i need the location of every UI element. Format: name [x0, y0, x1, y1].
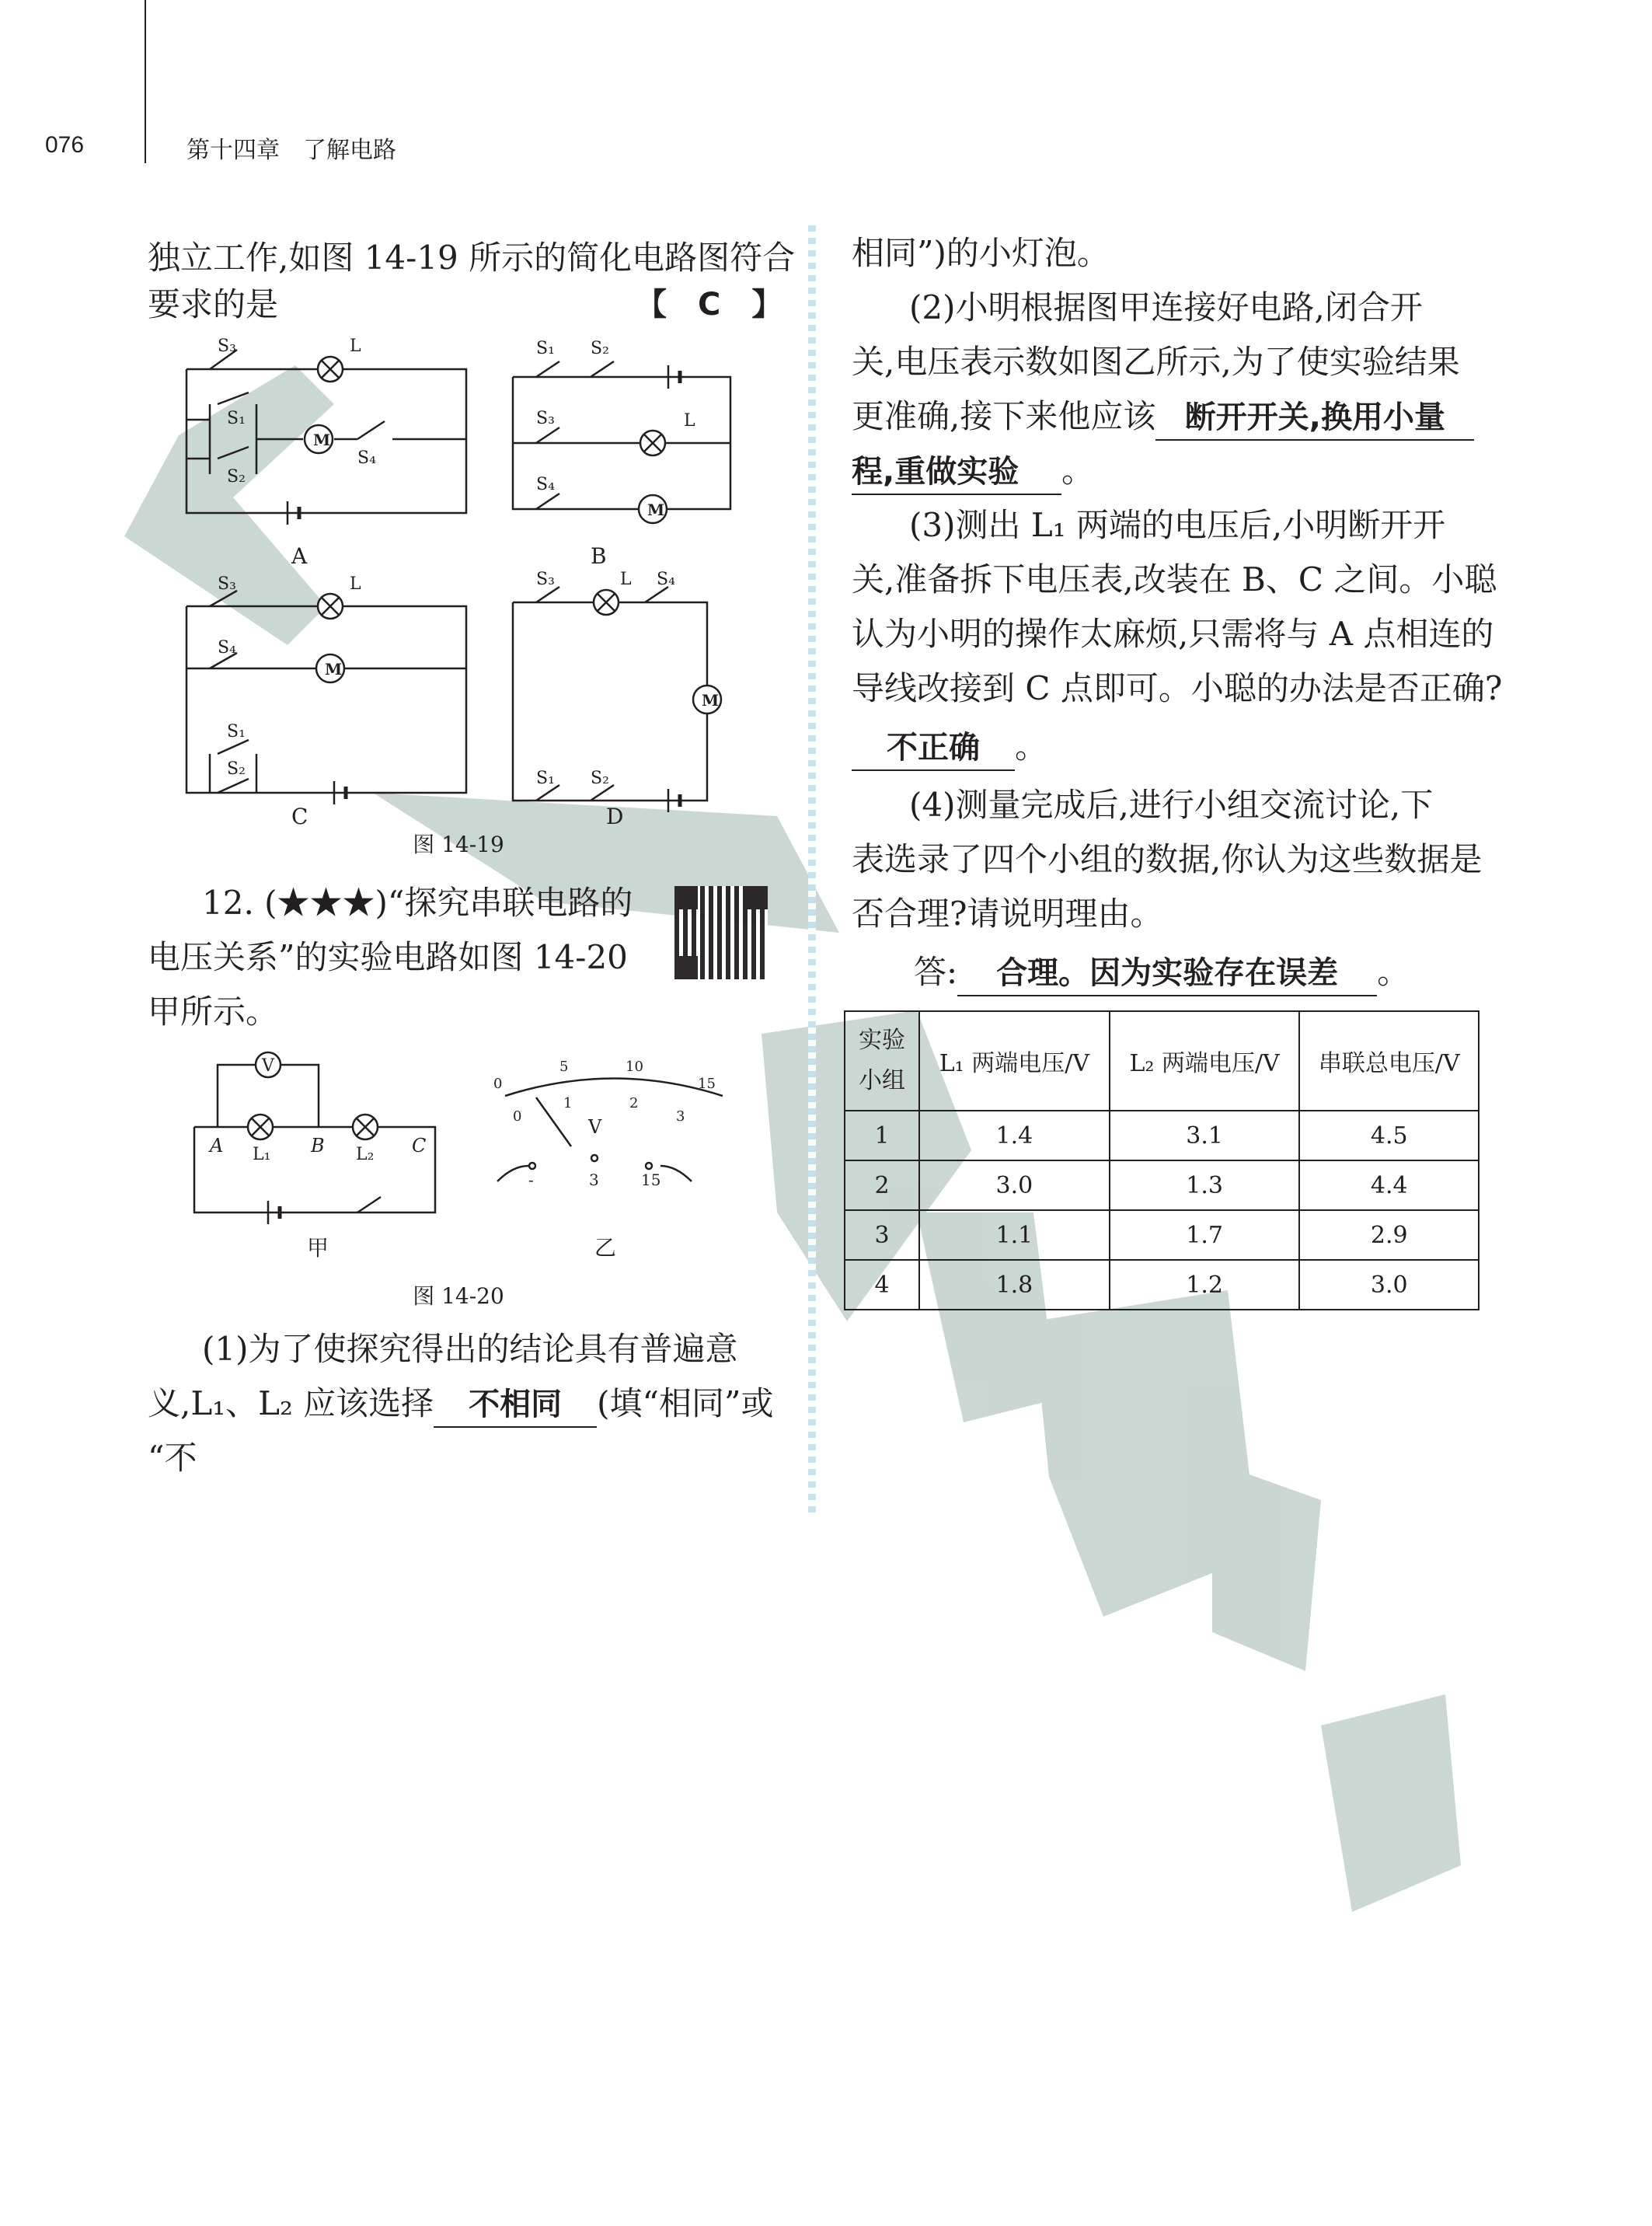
q4-line2: 表选录了四个小组的数据,你认为这些数据是 — [852, 840, 1483, 878]
label-d-motor: M — [702, 691, 720, 710]
header-rule — [145, 0, 146, 163]
label-b-l: L — [684, 411, 695, 431]
th-l1: L₁ 两端电压/V — [919, 1011, 1110, 1111]
cell: 2 — [845, 1160, 919, 1210]
cell: 3.0 — [1299, 1260, 1479, 1310]
label-b-s4: S₄ — [536, 475, 555, 494]
q12-line1: 12. (★★★)“探究串联电路的 — [202, 884, 633, 922]
q4-line3: 否合理?请说明理由。 — [852, 895, 1163, 933]
r-line1: 相同”)的小灯泡。 — [852, 234, 1110, 272]
table-row — [845, 1210, 1479, 1260]
q1-line1: (1)为了使探究得出的结论具有普遍意 — [202, 1330, 738, 1368]
q1-line2 — [148, 1376, 774, 1432]
label-d-s1: S₁ — [536, 769, 555, 788]
label-l1: L₁ — [253, 1145, 271, 1164]
q2-line1: (2)小明根据图甲连接好电路,闭合开 — [909, 288, 1423, 326]
page-number: 076 — [45, 132, 85, 158]
q4-end: 。 — [1377, 953, 1410, 991]
label-b-s3: S₃ — [536, 409, 555, 428]
label-b-s2: S₂ — [591, 339, 609, 358]
q12-line2: 电压关系”的实验电路如图 14-20 — [148, 938, 628, 976]
voltage-table — [844, 1010, 1479, 1310]
q11-line2: 要求的是 — [148, 285, 279, 323]
q2-answer-b: 程,重做实验 — [852, 450, 1061, 495]
label-point-a: A — [210, 1135, 224, 1157]
table-row — [845, 1260, 1479, 1310]
q3-line3: 认为小明的操作太麻烦,只需将与 A 点相连的 — [852, 615, 1494, 653]
label-d-s4: S₄ — [657, 570, 675, 589]
q3-answer: 不正确 — [852, 726, 1015, 771]
label-s2: S₂ — [227, 467, 246, 487]
label-c-s2: S₂ — [227, 759, 246, 779]
label-s1: S₁ — [227, 409, 246, 428]
cell: 2.9 — [1299, 1210, 1479, 1260]
q3-answer-line — [852, 719, 1047, 775]
label-point-b: B — [311, 1135, 325, 1157]
cell: 4.4 — [1299, 1160, 1479, 1210]
meter-top-0: 0 — [493, 1076, 503, 1092]
q3-end: 。 — [1015, 727, 1048, 766]
meter-bottom-0: 0 — [513, 1108, 522, 1125]
cell: 3.0 — [919, 1160, 1110, 1210]
q2-line4 — [852, 443, 1094, 499]
circuit-label-c: C — [291, 804, 308, 829]
meter-top-15: 15 — [698, 1076, 716, 1092]
q3-line2: 关,准备拆下电压表,改装在 B、C 之间。小聪 — [852, 560, 1497, 598]
meter-top-10: 10 — [626, 1059, 643, 1075]
circuit-label-a: A — [291, 543, 308, 569]
q12-line3: 甲所示。 — [148, 993, 279, 1031]
cell: 1.2 — [1110, 1260, 1300, 1310]
th-group: 实验 小组 — [845, 1011, 919, 1111]
label-s3: S₃ — [218, 337, 236, 356]
fig20-label-yi: 乙 — [594, 1235, 617, 1261]
cell: 1.7 — [1110, 1210, 1300, 1260]
label-c-l: L — [350, 574, 361, 594]
th-l2: L₂ 两端电压/V — [1110, 1011, 1300, 1111]
label-b-motor: M — [647, 501, 665, 519]
column-divider — [808, 225, 816, 1516]
q4-prefix: 答: — [914, 953, 958, 991]
q3-line1: (3)测出 L₁ 两端的电压后,小明断开开 — [909, 506, 1446, 544]
cell: 1.4 — [919, 1111, 1110, 1160]
cell: 1.3 — [1110, 1160, 1300, 1210]
meter-bottom-3: 3 — [676, 1108, 685, 1125]
q1-line3: “不 — [148, 1439, 197, 1477]
fig19-caption: 图 14-19 — [413, 832, 504, 857]
q2-line2: 关,电压表示数如图乙所示,为了使实验结果 — [852, 343, 1460, 381]
label-motor-a: M — [313, 431, 331, 449]
label-volt: V — [262, 1056, 274, 1076]
voltmeter-yi — [497, 1079, 723, 1182]
circuit-label-b: B — [591, 543, 607, 569]
label-c-motor: M — [325, 660, 343, 679]
cell: 1 — [845, 1111, 919, 1160]
q2-end: 。 — [1061, 452, 1095, 490]
label-d-s3: S₃ — [536, 570, 555, 589]
label-s4: S₄ — [357, 448, 376, 468]
q2-line3-pre: 更准确,接下来他应该 — [852, 397, 1156, 435]
q1-line2-pre: 义,L₁、L₂ 应该选择 — [148, 1384, 434, 1422]
qr-code[interactable] — [674, 886, 768, 979]
cell: 3 — [845, 1210, 919, 1260]
label-c-s1: S₁ — [227, 722, 246, 741]
q1-line2-post: (填“相同”或 — [597, 1384, 774, 1422]
q2-answer-a: 断开开关,换用小量 — [1155, 396, 1474, 441]
th-total: 串联总电压/V — [1299, 1011, 1479, 1111]
fig20-label-jia: 甲 — [307, 1235, 329, 1261]
cell: 3.1 — [1110, 1111, 1300, 1160]
q4-answer: 合理。因为实验存在误差 — [957, 951, 1377, 996]
table-row — [845, 1111, 1479, 1160]
label-b-s1: S₁ — [536, 339, 555, 358]
circuit-label-d: D — [606, 804, 624, 829]
q11-line1: 独立工作,如图 14-19 所示的简化电路图符合 — [148, 239, 796, 277]
meter-bottom-1: 1 — [563, 1095, 573, 1111]
fig20-caption: 图 14-20 — [413, 1283, 504, 1309]
label-c-s4: S₄ — [218, 638, 236, 658]
meter-minus: - — [528, 1171, 534, 1189]
meter-unit: V — [588, 1116, 602, 1138]
meter-top-5: 5 — [559, 1059, 569, 1075]
circuit-b — [513, 361, 730, 523]
cell: 4 — [845, 1260, 919, 1310]
cell: 4.5 — [1299, 1111, 1479, 1160]
cell: 1.1 — [919, 1210, 1110, 1260]
label-l2: L₂ — [356, 1145, 375, 1164]
q4-answer-line — [914, 944, 1410, 1000]
meter-3: 3 — [589, 1171, 599, 1189]
table-row — [845, 1160, 1479, 1210]
q4-line1: (4)测量完成后,进行小组交流讨论,下 — [909, 786, 1434, 824]
q3-line4: 导线改接到 C 点即可。小聪的办法是否正确? — [852, 669, 1503, 707]
label-d-l: L — [620, 570, 632, 589]
q2-line3 — [852, 389, 1474, 445]
label-l: L — [350, 337, 361, 356]
chapter-title: 第十四章 了解电路 — [186, 137, 396, 164]
figure-14-20 — [179, 1049, 738, 1275]
meter-bottom-2: 2 — [629, 1095, 639, 1111]
label-point-c: C — [412, 1135, 427, 1157]
figure-14-19 — [171, 334, 793, 832]
label-c-s3: S₃ — [218, 574, 236, 594]
meter-15: 15 — [641, 1171, 661, 1189]
label-d-s2: S₂ — [591, 769, 609, 788]
table-header-row — [845, 1011, 1479, 1111]
q11-answer: 【 C 】 — [636, 287, 783, 323]
q1-answer-blank: 不相同 — [434, 1383, 597, 1428]
cell: 1.8 — [919, 1260, 1110, 1310]
